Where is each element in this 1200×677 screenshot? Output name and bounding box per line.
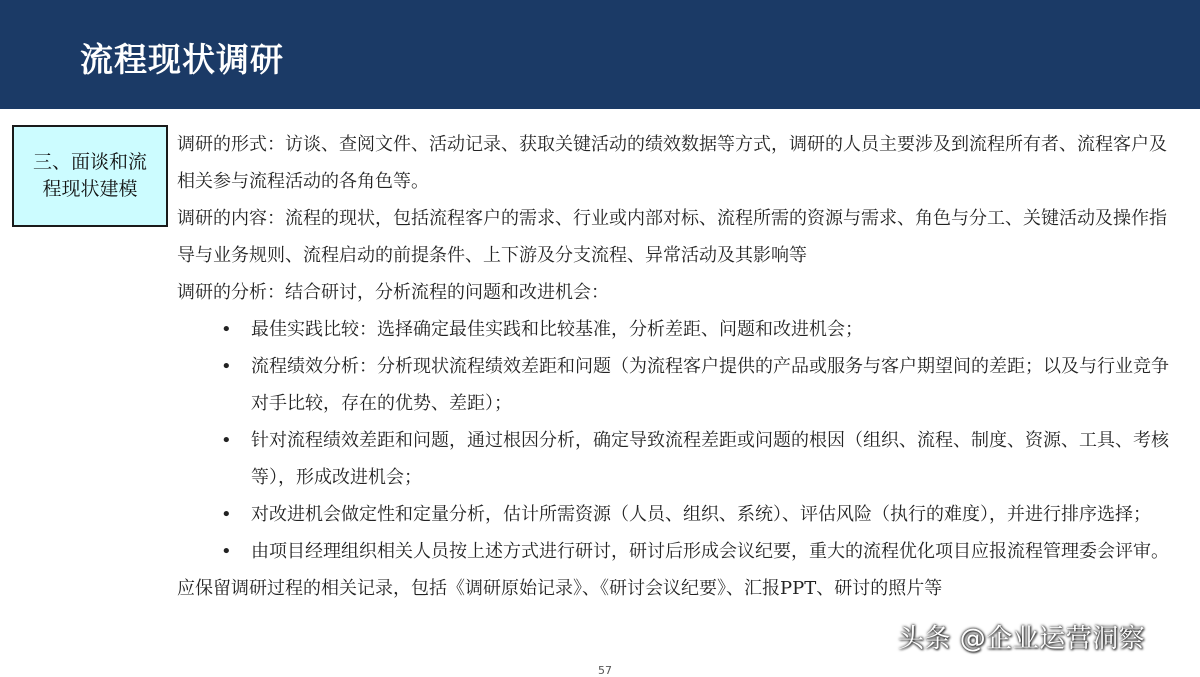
bullet-icon: • <box>221 356 232 377</box>
page-title: 流程现状调研 <box>80 40 284 79</box>
list-item-text: 由项目经理组织相关人员按上述方式进行研讨，研讨后形成会议纪要，重大的流程优化项目应报流程管理委会评审。 <box>251 541 1169 562</box>
paragraph-analysis: 调研的分析：结合研讨，分析流程的问题和改进机会： <box>177 282 609 303</box>
section-label: 三、面谈和流程现状建模 <box>32 151 147 200</box>
records-note: 应保留调研过程的相关记录，包括《调研原始记录》、《研讨会议纪要》、汇报PPT、研讨的照片等 <box>177 578 943 599</box>
page-number: 57 <box>598 664 612 677</box>
header-bar <box>0 0 1200 109</box>
bullet-icon: • <box>221 541 232 562</box>
list-item-text: 对改进机会做定性和定量分析，估计所需资源（人员、组织、系统）、评估风险（执行的难度），并进行排序选择； <box>251 504 1151 525</box>
list-item-text: 最佳实践比较：选择确定最佳实践和比较基准，分析差距、问题和改进机会； <box>251 319 863 340</box>
list-item <box>177 533 1177 570</box>
list-item <box>177 311 1177 348</box>
bullet-list <box>177 311 1177 570</box>
paragraph-form: 调研的形式：访谈、查阅文件、活动记录、获取关键活动的绩效数据等方式，调研的人员主要涉及到流程所有者、流程客户及相关参与流程活动的各角色等。 <box>177 134 1167 192</box>
list-item <box>177 422 1177 496</box>
list-item <box>177 496 1177 533</box>
list-item <box>177 348 1177 422</box>
bullet-icon: • <box>221 504 232 525</box>
bullet-icon: • <box>221 430 232 451</box>
watermark: 头条 @企业运营洞察 <box>898 624 1146 654</box>
paragraph-content: 调研的内容：流程的现状，包括流程客户的需求、行业或内部对标、流程所需的资源与需求、角色与分工、关键活动及操作指导与业务规则、流程启动的前提条件、上下游及分支流程、异常活动及其影响等 <box>177 208 1167 266</box>
list-item-text: 流程绩效分析：分析现状流程绩效差距和问题（为流程客户提供的产品或服务与客户期望间的差距；以及与行业竞争对手比较，存在的优势、差距）； <box>251 356 1169 414</box>
content-body <box>177 126 1177 607</box>
bullet-icon: • <box>221 319 232 340</box>
section-label-box <box>12 125 168 227</box>
list-item-text: 针对流程绩效差距和问题，通过根因分析，确定导致流程差距或问题的根因（组织、流程、制度、资源、工具、考核等），形成改进机会； <box>251 430 1169 488</box>
